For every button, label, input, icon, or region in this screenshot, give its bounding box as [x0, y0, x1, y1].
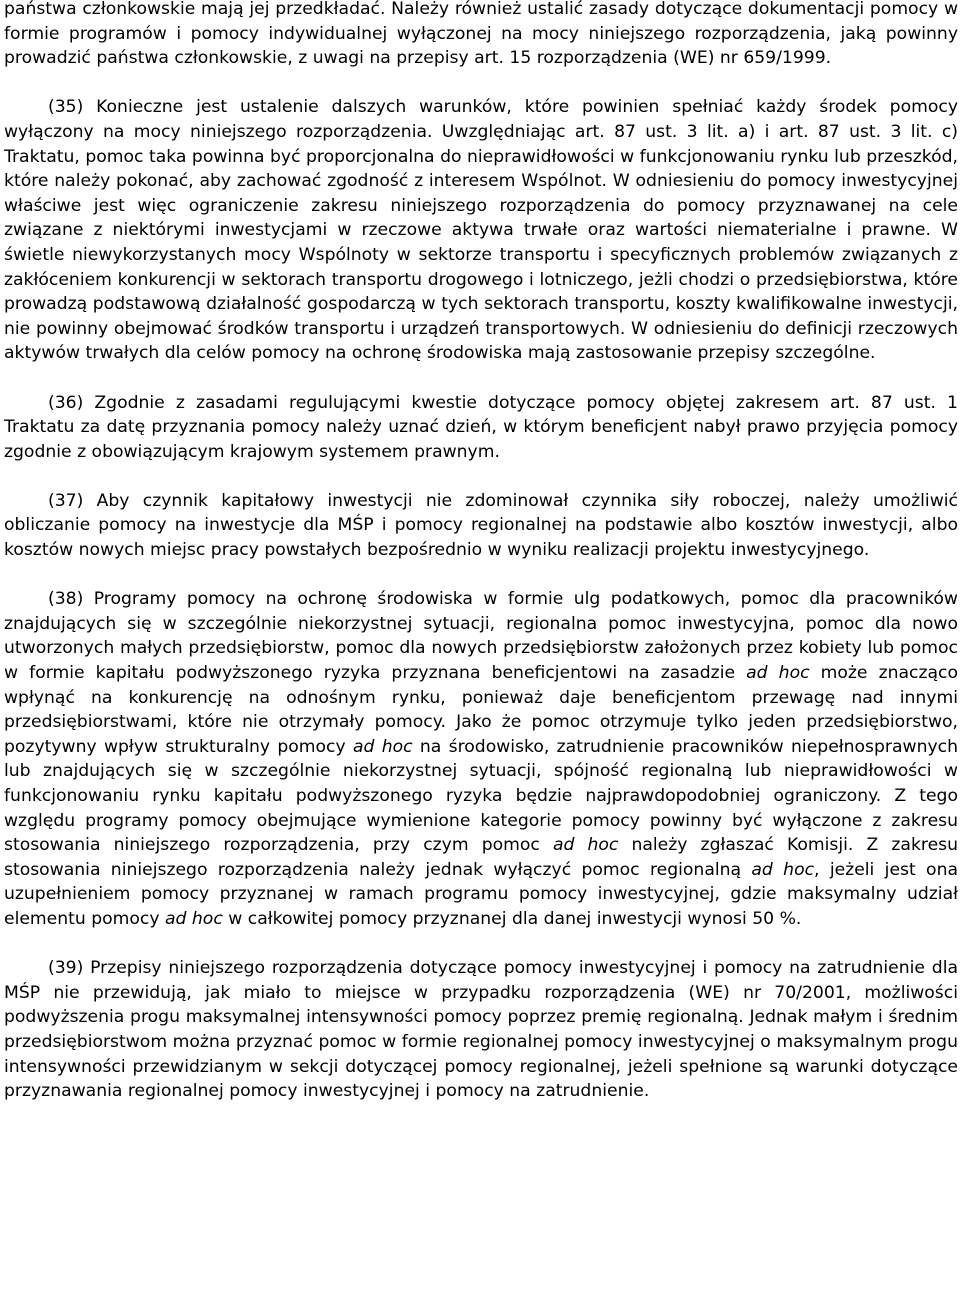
- paragraph-39: [4, 956, 958, 1104]
- paragraph-37: [4, 489, 958, 563]
- italic-term: ad hoc: [552, 835, 619, 856]
- paragraph-text: , jeżeli jest ona uzupełnieniem pomocy przyznanej w ramach programu pomocy inwestycyjnej, gdzie maksymalny udział elementu pomocy: [4, 859, 958, 929]
- italic-term: ad hoc: [751, 859, 815, 880]
- italic-term: ad hoc: [352, 736, 413, 757]
- paragraph-text: należy zgłaszać Komisji. Z zakresu stosowania niniejszego rozporządzenia należy jednak wyłączyć pomoc regionalną: [4, 835, 959, 880]
- paragraph-text: państwa członkowskie mają jej przedkładać. Należy również ustalić zasady dotyczące dokumentacji pomocy w formie programów i pomocy indywidualnej wyłączonej na mocy niniejszego rozporządzenia, jaką powinny prowadzić państwa członkowskie, z uwagi na przepisy art. 15 rozporządzenia (WE) nr 659/1999.: [4, 0, 958, 69]
- document-page: [4, 0, 958, 1104]
- paragraph-34-continuation: [4, 0, 958, 71]
- paragraph-text: na środowisko, zatrudnienie pracowników niepełnosprawnych lub znajdujących się w szczególnie niekorzystnej sytuacji, spójność regionalną lub nieprawidłowości w funkcjonowaniu rynku kapitału podwyższonego ryzyka będzie najprawdopodobniej ograniczony. Z tego względu programy pomocy obejmujące wymienione kategorie pomocy powinny być wyłączone z zakresu stosowania niniejszego rozporządzenia, przy czym pomoc: [4, 736, 958, 856]
- paragraph-36: [4, 391, 958, 465]
- italic-term: ad hoc: [746, 663, 810, 684]
- paragraph-text: (35) Konieczne jest ustalenie dalszych warunków, które powinien spełniać każdy środek pomocy wyłączony na mocy niniejszego rozporządzenia. Uwzględniając art. 87 ust. 3 lit. a) i art. 87 ust. 3 lit. c) Traktatu, pomoc taka powinna być proporcjonalna do nieprawidłowości w funkcjonowaniu rynku lub przeszkód, które należy pokonać, aby zachować zgodność z interesem Wspólnot. W odniesieniu do pomocy inwestycyjnej właściwe jest więc ograniczenie zakresu niniejszego rozporządzenia do pomocy przyznawanej na cele związane z niektórymi inwestycjami w rzeczowe aktywa trwałe oraz wartości niematerialne i prawne. W świetle niewykorzystanych mocy Wspólnoty w sektorze transportu i specyficznych problemów związanych z zakłóceniem konkurencji w sektorach transportu drogowego i lotniczego, jeżli chodzi o przedsiębiorstwa, które prowadzą podstawową działalność gospodarczą w tych sektorach transportu, koszty kwalifikowalne inwestycji, nie powinny obejmować środków transportu i urządzeń transportowych. W odniesieniu do definicji rzeczowych aktywów trwałych dla celów pomocy na ochronę środowiska mają zastosowanie przepisy szczególne.: [4, 97, 958, 364]
- italic-term: ad hoc: [165, 908, 223, 929]
- paragraph-38: [4, 587, 958, 931]
- paragraph-text: w całkowitej pomocy przyznanej dla danej inwestycji wynosi 50 %.: [222, 908, 802, 929]
- paragraph-35: [4, 95, 958, 366]
- paragraph-text: może znacząco wpłynąć na konkurencję na odnośnym rynku, ponieważ daje beneficjentom przewagę nad innymi przedsiębiorstwami, które nie otrzymały pomocy. Jako że pomoc otrzymuje tylko jeden przedsiębiorstwo, pozytywny wpływ strukturalny pomocy: [4, 663, 958, 757]
- paragraph-text: (38) Programy pomocy na ochronę środowiska w formie ulg podatkowych, pomoc dla pracowników znajdujących się w szczególnie niekorzystnej sytuacji, regionalna pomoc inwestycyjna, pomoc dla nowo utworzonych małych przedsiębiorstw, pomoc dla nowych przedsiębiorstw założonych przez kobiety lub pomoc w formie kapitału podwyższonego ryzyka przyznana beneficjentowi na zasadzie: [4, 589, 958, 684]
- paragraph-text: (39) Przepisy niniejszego rozporządzenia dotyczące pomocy inwestycyjnej i pomocy na zatrudnienie dla MŚP nie przewidują, jak miało to miejsce w przypadku rozporządzenia (WE) nr 70/2001, możliwości podwyższenia progu maksymalnej intensywności pomocy poprzez premię regionalną. Jednak małym i średnim przedsiębiorstwom można przyznać pomoc w formie regionalnej pomocy inwestycyjnej o maksymalnym progu intensywności przewidzianym w sekcji dotyczącej pomocy regionalnej, jeżeli spełnione są warunki dotyczące przyznawania regionalnej pomocy inwestycyjnej i pomocy na zatrudnienie.: [4, 958, 958, 1102]
- paragraph-text: (36) Zgodnie z zasadami regulującymi kwestie dotyczące pomocy objętej zakresem art. 87 ust. 1 Traktatu za datę przyznania pomocy należy uznać dzień, w którym beneficjent nabył prawo przyjęcia pomocy zgodnie z obowiązującym krajowym systemem prawnym.: [4, 392, 958, 462]
- paragraph-text: (37) Aby czynnik kapitałowy inwestycji nie zdominował czynnika siły roboczej, należy umożliwić obliczanie pomocy na inwestycje dla MŚP i pomocy regionalnej na podstawie albo kosztów inwestycji, albo kosztów nowych miejsc pracy powstałych bezpośrednio w wyniku realizacji projektu inwestycyjnego.: [4, 490, 958, 561]
